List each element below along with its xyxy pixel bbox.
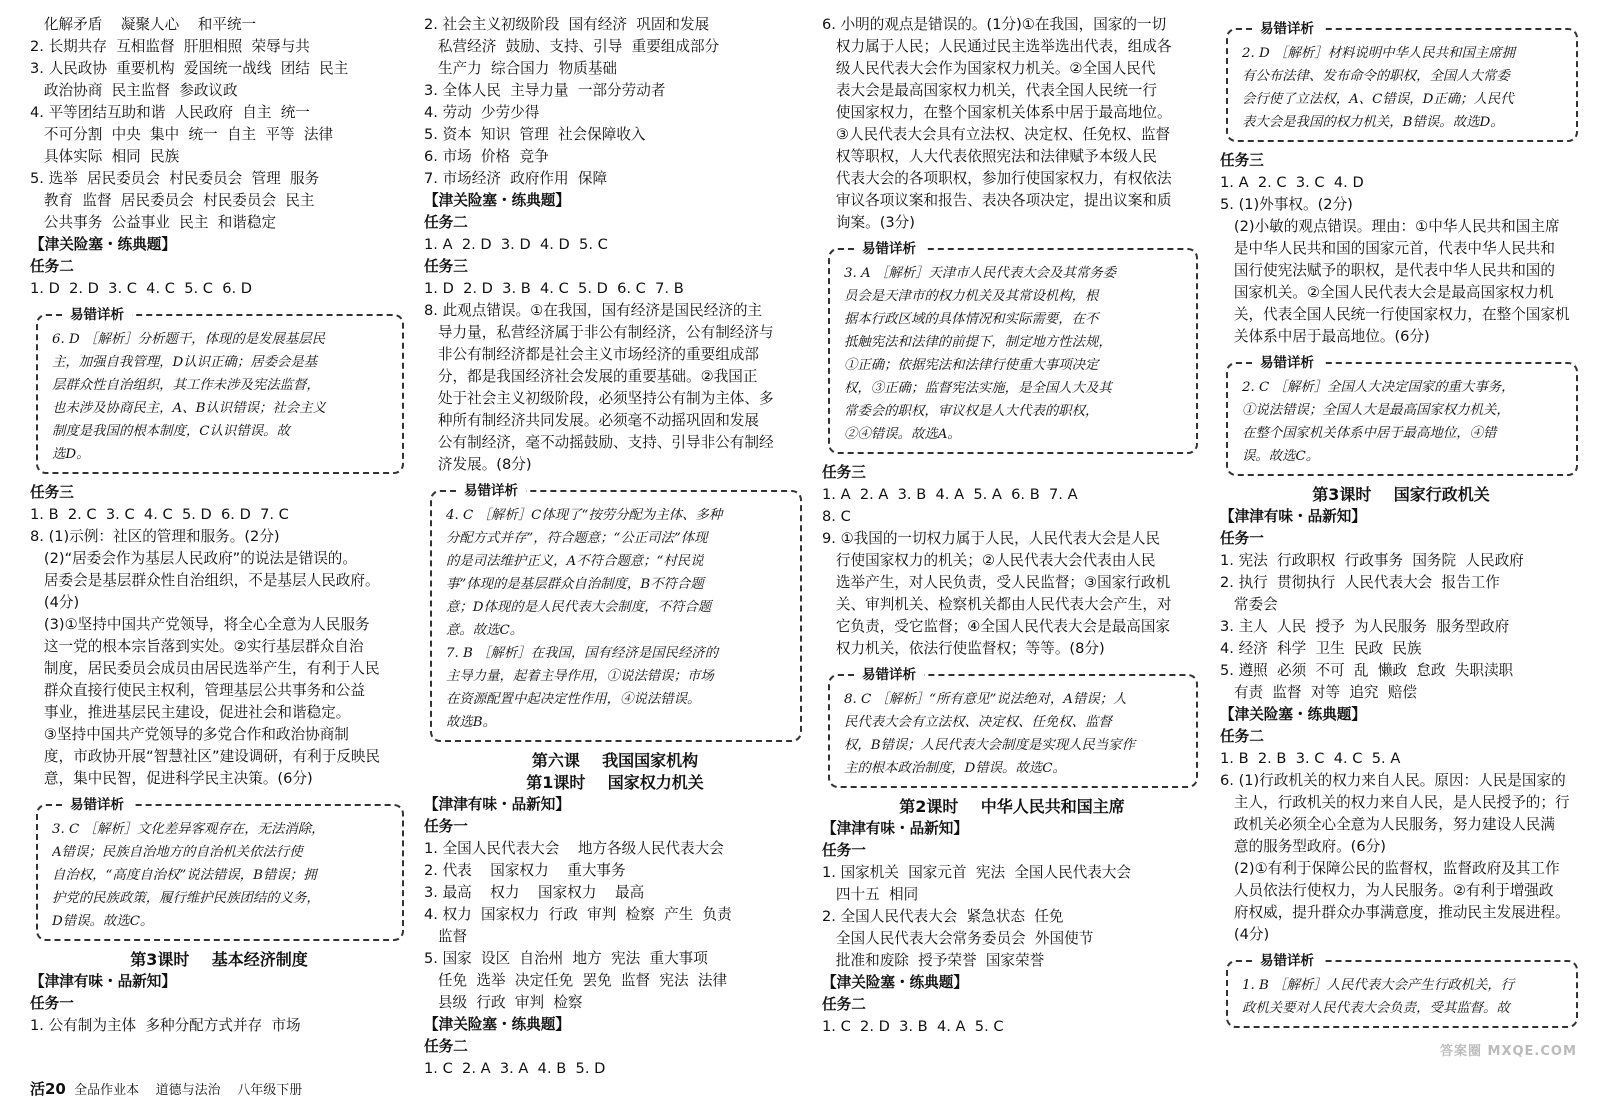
answer-line: 居委会是基层群众性自治组织，不是基层人民政府。	[30, 572, 380, 589]
explanation-line: 也未涉及协商民主，A、B认识错误；社会主义	[52, 401, 326, 416]
answer-line: 选举产生，对人民负责，受人民监督；③国家行政机	[822, 574, 1171, 591]
answer-line: 常委会	[1220, 596, 1278, 613]
column-2	[424, 14, 806, 1080]
error-analysis-label: 易错详析	[62, 306, 132, 324]
section-heading: 任务二	[30, 258, 74, 275]
answer-line: ③坚持中国共产党领导的多党合作和政治协商制	[30, 726, 349, 743]
error-analysis-box	[430, 483, 802, 742]
explanation-line: 自治权，“高度自治权”说法错误，B错误；拥	[52, 868, 317, 883]
lesson-title: 第3课时 基本经济制度	[130, 950, 308, 969]
answer-line: (2)小敏的观点错误。理由：①中华人民共和国主席	[1220, 218, 1560, 235]
explanation-line: 表大会是我国的权力机关，B错误。故选D。	[1242, 115, 1504, 130]
answer-line: 表大会是最高国家权力机关，代表全国人民统一行	[822, 82, 1157, 99]
section-heading: 任务一	[30, 995, 74, 1012]
explanation-line: 主导力量，起着主导作用，①说法错误；市场	[446, 669, 714, 684]
explanation-line: 抵触宪法和法律的前提下，制定地方性法规，	[844, 335, 1112, 350]
answer-line: 1. A 2. C 3. C 4. D	[1220, 174, 1364, 191]
section-heading: 【津关险塞・练典题】	[424, 1016, 570, 1033]
section-heading: 任务二	[1220, 728, 1264, 745]
error-analysis-label: 易错详析	[1252, 952, 1322, 970]
answer-line: 3. 最高 权力 国家权力 最高	[424, 884, 645, 901]
explanation-line: 政机关要对人民代表大会负责，受其监督。故	[1242, 1001, 1510, 1016]
explanation-line: 民代表大会有立法权、决定权、任免权、监督	[844, 715, 1112, 730]
answer-line: 2. 社会主义初级阶段 国有经济 巩固和发展	[424, 16, 710, 33]
error-analysis-label: 易错详析	[854, 240, 924, 258]
answer-line: 1. D 2. D 3. C 4. C 5. C 6. D	[30, 280, 253, 297]
error-analysis-label: 易错详析	[62, 796, 132, 814]
answer-line: 公共事务 公益事业 民主 和谐稳定	[30, 214, 277, 231]
section-heading: 【津津有味・品新知】	[822, 820, 968, 837]
answer-line: 5. 国家 设区 自治州 地方 宪法 重大事项	[424, 950, 708, 967]
explanation-line: 的是司法维护正义，A不符合题意；“村民说	[446, 554, 704, 569]
answer-line: 5. (1)外事权。(2分)	[1220, 196, 1353, 213]
answer-line: (4分)	[30, 594, 80, 611]
explanation-line: 常委会的职权，审议权是人大代表的职权，	[844, 404, 1099, 419]
answer-line: (2)①有利于保障公民的监督权，监督政府及其工作	[1220, 860, 1560, 877]
answer-line: 具体实际 相同 民族	[30, 148, 180, 165]
answer-line: 济发展。(8分)	[424, 456, 532, 473]
explanation-line: 护党的民族政策，履行维护民族团结的义务，	[52, 891, 320, 906]
watermark: 答案圈 MXQE.COM	[1440, 1044, 1577, 1059]
explanation-line: 7. B ［解析］在我国，国有经济是国民经济的	[446, 646, 719, 661]
explanation-line: 主的根本政治制度，D错误。故选C。	[844, 761, 1066, 776]
explanation-line: 权，③正确；监督宪法实施，是全国人大及其	[844, 381, 1112, 396]
answer-line: 4. 平等团结互助和谐 人民政府 自主 统一	[30, 104, 310, 121]
error-analysis-box	[828, 241, 1198, 454]
answer-line: 意的服务型政府。(6分)	[1220, 838, 1386, 855]
answer-line: 国行使宪法赋予的职权，是代表中华人民共和国的	[1220, 262, 1555, 279]
answer-line: 权力属于人民；人民通过民主选举选出代表，组成各	[822, 38, 1172, 55]
answer-line: 是中华人民共和国的国家元首，代表中华人民共和	[1220, 240, 1555, 257]
answer-line: 1. 宪法 行政职权 行政事务 国务院 人民政府	[1220, 552, 1524, 569]
answer-line: 批准和废除 授予荣誉 国家荣誉	[822, 952, 1045, 969]
explanation-line: D错误。故选C。	[52, 914, 154, 929]
answer-line: 使国家权力，在整个国家机关体系中居于最高地位。	[822, 104, 1172, 121]
explanation-line: 事”体现的是基层群众自治制度，B不符合题	[446, 577, 704, 592]
section-heading: 任务一	[424, 818, 468, 835]
explanation-line: 误。故选C。	[1242, 449, 1320, 464]
answer-line: 这一党的根本宗旨落到实处。②实行基层群众自治	[30, 638, 364, 655]
answer-line: 1. C 2. A 3. A 4. B 5. D	[424, 1060, 606, 1077]
section-heading: 【津关险塞・练典题】	[30, 236, 176, 253]
error-analysis-box	[1226, 21, 1578, 142]
answer-line: 不可分割 中央 集中 统一 自主 平等 法律	[30, 126, 334, 143]
answer-line: 1. C 2. D 3. B 4. A 5. C	[822, 1018, 1004, 1035]
answer-line: 4. 经济 科学 卫生 民政 民族	[1220, 640, 1422, 657]
answer-line: 处于社会主义初级阶段，必须坚持公有制为主体、多	[424, 390, 774, 407]
page-number: 活20	[30, 1080, 66, 1098]
explanation-line: 6. D ［解析］分析题干，体现的是发展基层民	[52, 332, 326, 347]
answer-line: 3. 主人 人民 授予 为人民服务 服务型政府	[1220, 618, 1510, 635]
answer-line: 权等职权，人大代表依照宪法和法律赋予本级人民	[822, 148, 1157, 165]
answer-line: 导力量，私营经济属于非公有制经济，公有制经济与	[424, 324, 774, 341]
answer-line: 私营经济 鼓励、支持、引导 重要组成部分	[424, 38, 720, 55]
answer-line: 审议各项议案和报告、表决各项决定，提出议案和质	[822, 192, 1172, 209]
book-title: 全品作业本 道德与法治 八年级下册	[74, 1083, 303, 1098]
lesson-title: 第1课时 国家权力机关	[526, 773, 704, 792]
section-heading: 任务三	[30, 484, 74, 501]
answer-line: 政治协商 民主监督 参政议政	[30, 82, 238, 99]
explanation-line: 4. C ［解析］C体现了“按劳分配为主体、多种	[446, 508, 723, 523]
lesson-title: 第3课时 国家行政机关	[1312, 485, 1490, 504]
answer-line: 级人民代表大会作为国家权力机关。②全国人民代	[822, 60, 1156, 77]
explanation-line: 故选B。	[446, 715, 497, 730]
section-heading: 【津津有味・品新知】	[1220, 508, 1366, 525]
answer-line: 5. 遵照 必须 不可 乱 懒政 怠政 失职渎职	[1220, 662, 1514, 679]
answer-line: (3)①坚持中国共产党领导，将全心全意为人民服务	[30, 616, 370, 633]
answer-line: 教育 监督 居民委员会 村民委员会 民主	[30, 192, 315, 209]
section-heading: 【津津有味・品新知】	[30, 973, 176, 990]
answer-line: 关体系中居于最高地位。(6分)	[1220, 328, 1430, 345]
error-analysis-box	[828, 667, 1198, 788]
answer-line: 8. 此观点错误。①在我国，国有经济是国民经济的主	[424, 302, 763, 319]
section-heading: 【津关险塞・练典题】	[822, 974, 968, 991]
answer-line: 4. 权力 国家权力 行政 审判 检察 产生 负责	[424, 906, 732, 923]
answer-line: 2. 长期共存 互相监督 肝胆相照 荣辱与共	[30, 38, 310, 55]
answer-line: 主人，行政机关的权力来自人民，是人民授予的；行	[1220, 794, 1570, 811]
answer-line: 代表大会的各项职权，参加行使国家权力，有权依法	[822, 170, 1172, 187]
answer-line: (4分)	[1220, 926, 1270, 943]
answer-line: 2. 代表 国家权力 重大事务	[424, 862, 626, 879]
answer-line: 3. 人民政协 重要机构 爱国统一战线 团结 民主	[30, 60, 349, 77]
explanation-line: 层群众性自治组织，其工作未涉及宪法监督，	[52, 378, 320, 393]
answer-line: 1. A 2. A 3. B 4. A 5. A 6. B 7. A	[822, 486, 1078, 503]
answer-line: 政机关必须全心全意为人民服务，努力建设人民满	[1220, 816, 1555, 833]
explanation-line: 2. D ［解析］材料说明中华人民共和国主席拥	[1242, 46, 1516, 61]
explanation-line: 意；D体现的是人民代表大会制度，不符合题	[446, 600, 712, 615]
answer-line: 化解矛盾 凝聚人心 和平统一	[30, 16, 257, 33]
page-footer	[30, 1080, 302, 1100]
answer-line: 权力机关，依法行使监督权；等等。(8分)	[822, 640, 1105, 657]
answer-line: 有责 监督 对等 追究 赔偿	[1220, 684, 1417, 701]
answer-line: 国家机关。②全国人民代表大会是最高国家权力机	[1220, 284, 1554, 301]
answer-line: 县级 行政 审判 检察	[424, 994, 583, 1011]
explanation-line: 主，加强自我管理，D认识正确；居委会是基	[52, 355, 318, 370]
column-1	[30, 14, 408, 1037]
section-heading: 任务三	[1220, 152, 1264, 169]
answer-line: 5. 资本 知识 管理 社会保障收入	[424, 126, 646, 143]
answer-line: 4. 劳动 少劳少得	[424, 104, 540, 121]
explanation-line: 选D。	[52, 447, 90, 462]
answer-line: 6. 小明的观点是错误的。(1分)①在我国，国家的一切	[822, 16, 1167, 33]
answer-line: 任免 选举 决定任免 罢免 监督 宪法 法律	[424, 972, 728, 989]
answer-line: 1. 国家机关 国家元首 宪法 全国人民代表大会	[822, 864, 1132, 881]
explanation-line: A错误；民族自治地方的自治机关依法行使	[52, 845, 303, 860]
error-analysis-label: 易错详析	[1252, 20, 1322, 38]
answer-line: 非公有制经济都是社会主义市场经济的重要组成部	[424, 346, 759, 363]
answer-line: 制度，居民委员会成员由居民选举产生，有利于人民	[30, 660, 380, 677]
error-analysis-label: 易错详析	[1252, 354, 1322, 372]
answer-line: 6. (1)行政机关的权力来自人民。原因：人民是国家的	[1220, 772, 1566, 789]
section-heading: 【津关险塞・练典题】	[424, 192, 570, 209]
explanation-line: 2. C ［解析］全国人大决定国家的重大事务，	[1242, 380, 1515, 395]
section-heading: 【津津有味・品新知】	[424, 796, 570, 813]
explanation-line: 制度是我国的根本制度，C认识错误。故	[52, 424, 290, 439]
answer-line: 9. ①我国的一切权力属于人民，人民代表大会是人民	[822, 530, 1161, 547]
answer-line: 1. B 2. B 3. C 4. C 5. A	[1220, 750, 1401, 767]
error-analysis-box	[36, 307, 404, 474]
answer-line: 1. 全国人民代表大会 地方各级人民代表大会	[424, 840, 724, 857]
answer-line: 意，集中民智，促进科学民主决策。(6分)	[30, 770, 313, 787]
answer-line: ③人民代表大会具有立法权、决定权、任免权、监督	[822, 126, 1171, 143]
explanation-line: 会行使了立法权，A、C错误，D正确；人民代	[1242, 92, 1514, 107]
answer-line: 度，市政协开展“智慧社区”建设调研，有利于反映民	[30, 748, 381, 765]
error-analysis-box	[36, 797, 404, 941]
answer-line: (2)“居委会作为基层人民政府”的说法是错误的。	[30, 550, 357, 567]
answer-line: 1. 公有制为主体 多种分配方式并存 市场	[30, 1017, 301, 1034]
section-heading: 任务三	[822, 464, 866, 481]
section-heading: 【津关险塞・练典题】	[1220, 706, 1366, 723]
explanation-line: 有公布法律、发布命令的职权，全国人大常委	[1242, 69, 1510, 84]
section-heading: 任务一	[822, 842, 866, 859]
explanation-line: ①说法错误；全国人大是最高国家权力机关，	[1242, 403, 1510, 418]
explanation-line: 3. A ［解析］天津市人民代表大会及其常务委	[844, 266, 1116, 281]
explanation-line: 意。故选C。	[446, 623, 524, 638]
answer-line: 1. B 2. C 3. C 4. C 5. D 6. D 7. C	[30, 506, 289, 523]
error-analysis-label: 易错详析	[854, 666, 924, 684]
answer-line: 生产力 综合国力 物质基础	[424, 60, 618, 77]
explanation-line: 在资源配置中起决定性作用，④说法错误。	[446, 692, 701, 707]
explanation-line: 权，B错误；人民代表大会制度是实现人民当家作	[844, 738, 1136, 753]
answer-line: 2. 全国人民代表大会 紧急状态 任免	[822, 908, 1064, 925]
lesson-title: 第2课时 中华人民共和国主席	[899, 797, 1125, 816]
error-analysis-label: 易错详析	[456, 482, 526, 500]
error-analysis-box	[1226, 953, 1578, 1028]
answer-line: 1. A 2. D 3. D 4. D 5. C	[424, 236, 608, 253]
explanation-line: 员会是天津市的权力机关及其常设机构，根	[844, 289, 1099, 304]
answer-line: 8. C	[822, 508, 851, 525]
section-heading: 任务二	[822, 996, 866, 1013]
error-analysis-box	[1226, 355, 1578, 476]
lesson-title: 第六课 我国国家机构	[531, 751, 699, 770]
answer-line: 全国人民代表大会常务委员会 外国使节	[822, 930, 1094, 947]
answer-line: 公有制经济，毫不动摇鼓励、支持、引导非公有制经	[424, 434, 774, 451]
answer-line: 它负责，受它监督；④全国人民代表大会是最高国家	[822, 618, 1171, 635]
column-3	[822, 14, 1202, 1038]
answer-line: 5. 选举 居民委员会 村民委员会 管理 服务	[30, 170, 320, 187]
explanation-line: 1. B ［解析］人民代表大会产生行政机关，行	[1242, 978, 1515, 993]
answer-line: 6. 市场 价格 竞争	[424, 148, 549, 165]
explanation-line: 分配方式并存”，符合题意；“公正司法”体现	[446, 531, 708, 546]
explanation-line: 3. C ［解析］文化差异客观存在，无法消除，	[52, 822, 325, 837]
explanation-line: 在整个国家机关体系中居于最高地位，④错	[1242, 426, 1497, 441]
answer-line: 关、审判机关、检察机关都由人民代表大会产生，对	[822, 596, 1172, 613]
section-heading: 任务一	[1220, 530, 1264, 547]
answer-line: 四十五 相同	[822, 886, 919, 903]
column-4	[1220, 14, 1582, 1036]
section-heading: 任务二	[424, 1038, 468, 1055]
answer-line: 1. D 2. D 3. B 4. C 5. D 6. C 7. B	[424, 280, 684, 297]
section-heading: 任务三	[424, 258, 468, 275]
answer-line: 8. (1)示例：社区的管理和服务。(2分)	[30, 528, 280, 545]
section-heading: 任务二	[424, 214, 468, 231]
answer-line: 监督	[424, 928, 468, 945]
explanation-line: ②④错误。故选A。	[844, 427, 961, 442]
answer-line: 群众直接行使民主权利，管理基层公共事务和公益	[30, 682, 365, 699]
answer-line: 事业，推进基层民主建设，促进社会和谐稳定。	[30, 704, 351, 721]
answer-line: 行使国家权力的机关；②人民代表大会代表由人民	[822, 552, 1156, 569]
answer-line: 府权威，提升群众办事满意度，推动民主发展进程。	[1220, 904, 1570, 921]
answer-line: 2. 执行 贯彻执行 人民代表大会 报告工作	[1220, 574, 1500, 591]
explanation-line: 据本行政区域的具体情况和实际需要，在不	[844, 312, 1099, 327]
answer-line: 种所有制经济共同发展。必须毫不动摇巩固和发展	[424, 412, 759, 429]
answer-line: 关，代表全国人民统一行使国家权力，在整个国家机	[1220, 306, 1570, 323]
answer-line: 人员依法行使权力，为人民服务。②有利于增强政	[1220, 882, 1554, 899]
explanation-line: ①正确；依据宪法和法律行使重大事项决定	[844, 358, 1099, 373]
explanation-line: 8. C ［解析］“所有意见”说法绝对，A错误；人	[844, 692, 1127, 707]
answer-line: 3. 全体人民 主导力量 一部分劳动者	[424, 82, 666, 99]
answer-line: 7. 市场经济 政府作用 保障	[424, 170, 608, 187]
answer-line: 询案。(3分)	[822, 214, 915, 231]
answer-line: 分，都是我国经济社会发展的重要基础。②我国正	[424, 368, 758, 385]
